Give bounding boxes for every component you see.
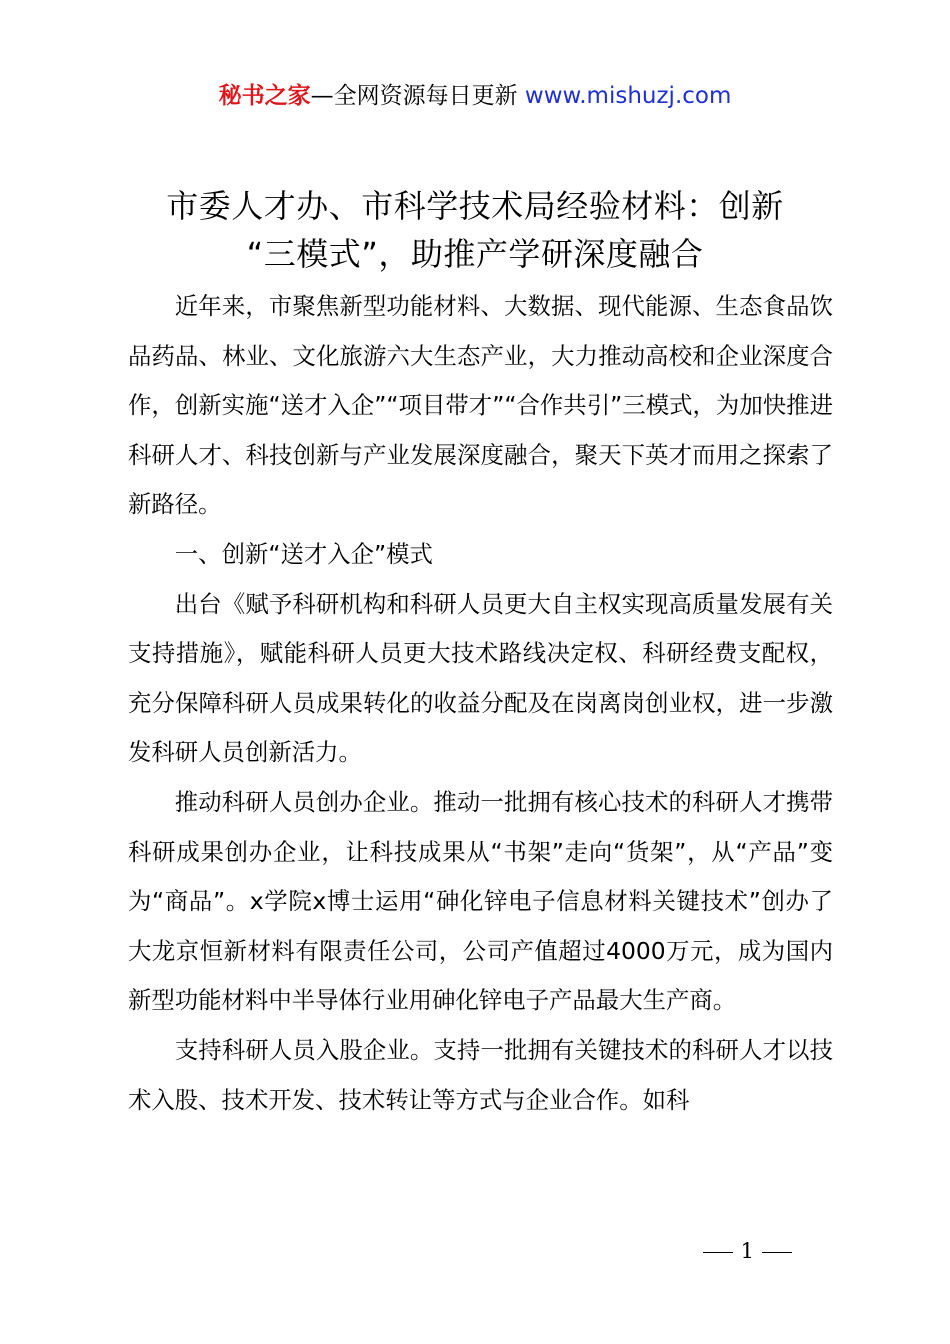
site-banner bbox=[0, 80, 950, 112]
paragraph-startups: 推动科研人员创办企业。推动一批拥有核心技术的科研人才携带科研成果创办企业，让科技成果从“书架”走向“货架”，从“产品”变为“商品”。x学院x博士运用“砷化锌电子信息材料关键技术”创办了大龙京恒新材料有限责任公司，公司产值超过4000万元，成为国内新型功能材料中半导体行业用砷化锌电子产品最大生产商。 bbox=[128, 787, 833, 1015]
paragraph-equity: 支持科研人员入股企业。支持一批拥有关键技术的科研人才以技术入股、技术开发、技术转让等方式与企业合作。如科 bbox=[128, 1035, 833, 1114]
paragraph-policy: 出台《赋予科研机构和科研人员更大自主权实现高质量发展有关支持措施》，赋能科研人员更大技术路线决定权、科研经费支配权，充分保障科研人员成果转化的收益分配及在岗离岗创业权，进一步激发科研人员创新活力。 bbox=[128, 589, 833, 767]
footer-dash-right bbox=[762, 1252, 792, 1253]
page-footer bbox=[0, 1237, 800, 1265]
document-body bbox=[128, 282, 833, 1125]
page-number: 1 bbox=[740, 1239, 754, 1263]
footer-dash-left bbox=[703, 1252, 733, 1253]
site-brand: 秘书之家 bbox=[218, 83, 311, 109]
paragraph-intro: 近年来，市聚焦新型功能材料、大数据、现代能源、生态食品饮品药品、林业、文化旅游六大生态产业，大力推动高校和企业深度合作，创新实施“送才入企”“项目带才”“合作共引”三模式，为加快推进科研人才、科技创新与产业发展深度融合，聚天下英才而用之探索了新路径。 bbox=[128, 292, 833, 519]
site-url-link[interactable]: www.mishuzj.com bbox=[524, 83, 732, 109]
document-title bbox=[100, 182, 850, 278]
document-title-line-1: 市委人才办、市科学技术局经验材料：创新 bbox=[166, 187, 784, 225]
section-heading-1: 一、创新“送才入企”模式 bbox=[174, 539, 433, 568]
site-tagline: —全网资源每日更新 bbox=[310, 83, 518, 109]
document-title-line-2: “三模式”，助推产学研深度融合 bbox=[246, 235, 704, 273]
